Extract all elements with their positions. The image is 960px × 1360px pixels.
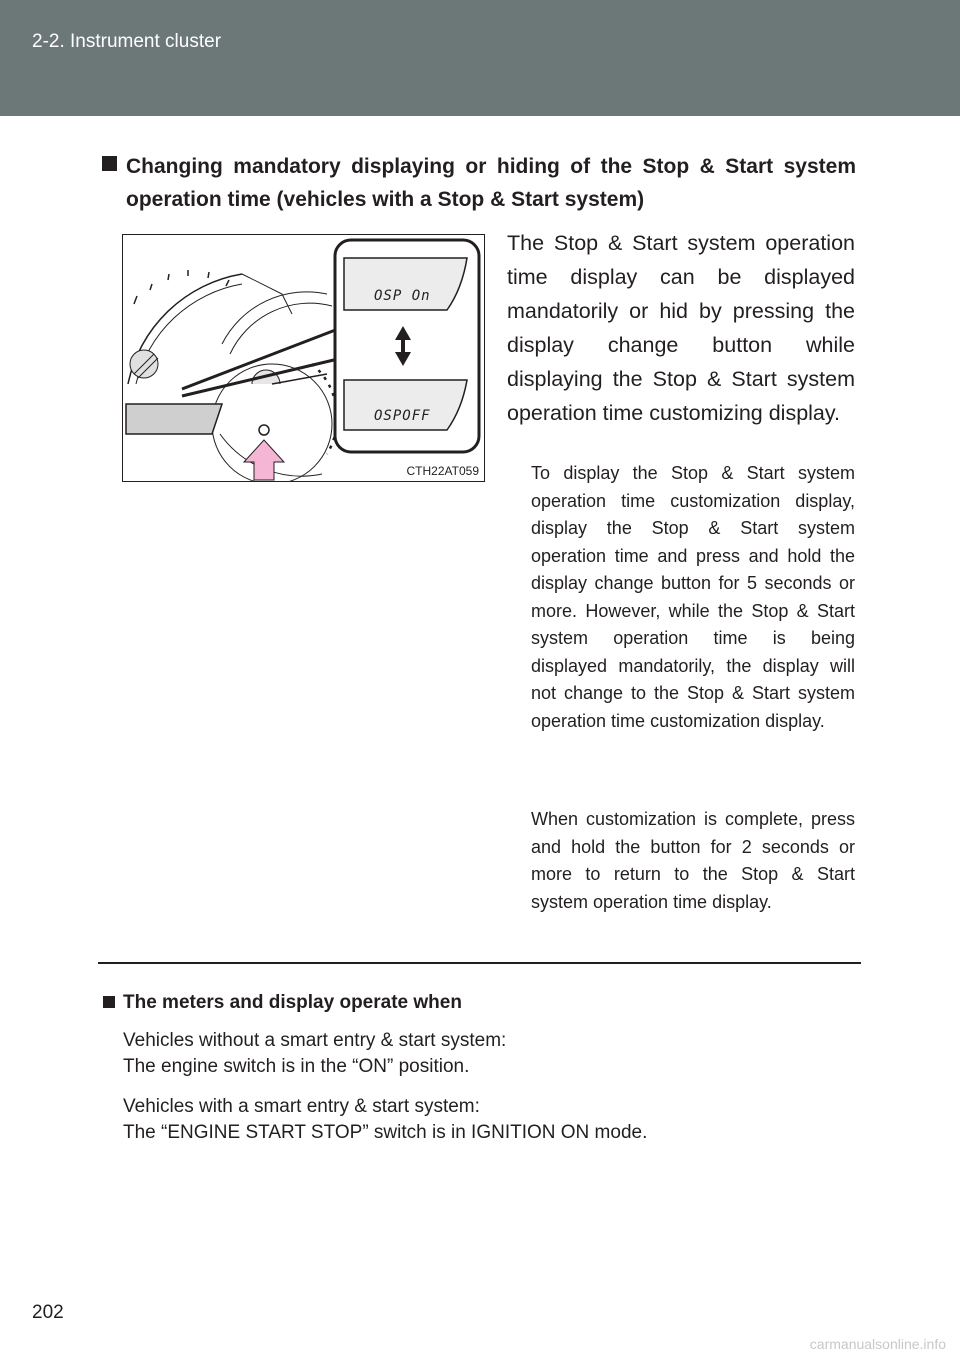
paragraph-line: Vehicles with a smart entry & start system: xyxy=(123,1096,480,1117)
figure-label: CTH22AT059 xyxy=(406,464,479,478)
square-bullet-icon xyxy=(103,996,115,1008)
note-return: When customization is complete, press and hold the button for 2 seconds or more to return to the Stop & Start system operation time display. xyxy=(531,809,855,912)
paragraph-line: The “ENGINE START STOP” switch is in IGNITION ON mode. xyxy=(123,1122,648,1143)
section-title: 2-2. Instrument cluster xyxy=(32,31,222,52)
page-number: 202 xyxy=(32,1302,64,1323)
watermark: carmanualsonline.info xyxy=(809,1336,946,1352)
section-heading xyxy=(126,150,856,216)
sub-heading xyxy=(123,992,462,1014)
page-header xyxy=(0,0,960,116)
paragraph-line: The engine switch is in the “ON” position. xyxy=(123,1056,470,1077)
divider xyxy=(98,962,861,964)
note-customization: To display the Stop & Start system operation time customization display, display the Stop & Start system operation time and press and hold the display change button for 5 seconds or more. However, while the Stop & Start system operation time is being displayed mandatorily, the display will not change to the Stop & Start system operation time customization display. xyxy=(531,463,855,731)
instrument-cluster-figure xyxy=(122,234,485,482)
display-off-readout: OSPOFF xyxy=(374,408,431,424)
paragraph-line: Vehicles without a smart entry & start system: xyxy=(123,1030,507,1051)
intro-text: The Stop & Start system operation time display can be displayed mandatorily or hid by pressing the display change button while displaying the Stop & Start system operation time customizing display. xyxy=(507,231,855,425)
square-bullet-icon xyxy=(102,156,117,171)
display-on-readout: OSP On xyxy=(374,288,431,304)
cluster-illustration xyxy=(122,234,485,482)
paragraph-without-smart-entry xyxy=(123,1028,863,1080)
sub-heading-text: The meters and display operate when xyxy=(123,992,462,1013)
heading-text: Changing mandatory displaying or hiding of the Stop & Start system operation time (vehicles with a Stop & Start system) xyxy=(126,155,856,211)
paragraph-with-smart-entry xyxy=(123,1094,863,1146)
